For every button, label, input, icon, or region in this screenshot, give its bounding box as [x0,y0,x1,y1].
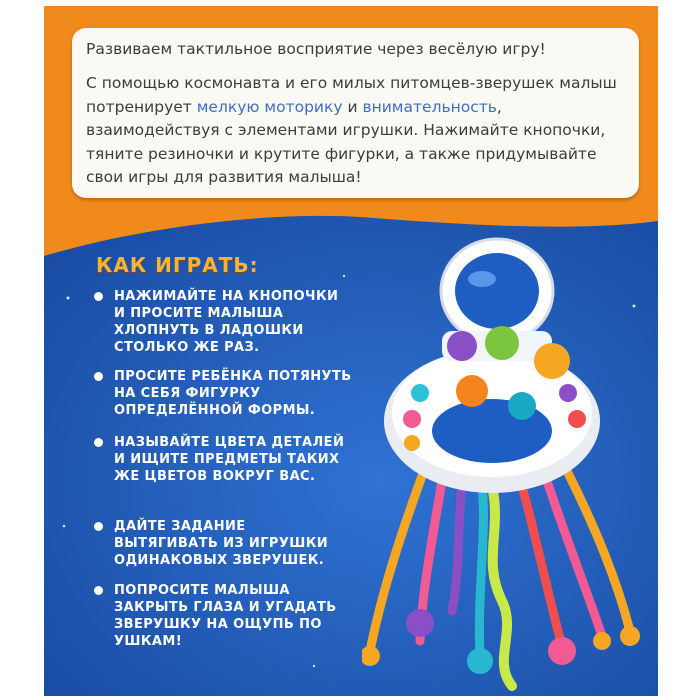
star-icon [63,525,66,528]
bullet-icon [94,586,103,595]
tip-text: НАЖИМАЙТЕ НА КНОПОЧКИ И ПРОСИТЕ МАЛЫША ХЛОПНУТЬ В ЛАДОШКИ СТОЛЬКО ЖЕ РАЗ. [114,289,339,355]
star-icon [67,297,70,300]
star-icon [343,275,345,277]
bullet-icon [94,372,103,381]
intro-text: , взаимодействуя с элементами игрушки. Нажимайте кнопочки, тяните резиночки и крутите фигурки, а также придумывайте свои игры для развития малыша! [86,97,606,186]
tip-text: ПРОСИТЕ РЕБЁНКА ПОТЯНУТЬ НА СЕБЯ ФИГУРКУ ОПРЕДЕЛЁННОЙ ФОРМЫ. [114,369,352,418]
bullet-icon [94,292,103,301]
intro-card [72,28,639,198]
intro-paragraph [86,72,631,190]
how-to-play-title: КАК ИГРАТЬ: [96,253,259,277]
tip-item [94,518,354,569]
highlight-fine-motor: мелкую моторику [196,97,343,116]
tip-item [94,288,354,356]
bullet-icon [94,522,103,531]
tip-text: ПОПРОСИТЕ МАЛЫША ЗАКРЫТЬ ГЛАЗА И УГАДАТЬ ЗВЕРУШКУ НА ОЩУПЬ ПО УШКАМ! [114,583,337,649]
tip-text: НАЗЫВАЙТЕ ЦВЕТА ДЕТАЛЕЙ И ИЩИТЕ ПРЕДМЕТЫ ТАКИХ ЖЕ ЦВЕТОВ ВОКРУГ ВАС. [114,435,345,484]
astronaut-toy-illustration [362,231,658,696]
intro-text: и [342,97,363,116]
tip-item [94,582,354,650]
tip-item [94,368,354,419]
intro-headline: Развиваем тактильное восприятие через весёлую игру! [86,40,546,58]
bullet-icon [94,438,103,447]
package-box [44,6,658,696]
star-icon [313,665,315,667]
tip-text: ДАЙТЕ ЗАДАНИЕ ВЫТЯГИВАТЬ ИЗ ИГРУШКИ ОДИНАКОВЫХ ЗВЕРУШЕК. [114,519,329,568]
tip-item [94,434,354,485]
highlight-attention: внимательность [362,97,497,116]
intro-text: С помощью космонавта и его милых питомцев-зверушек малыш потренирует [86,74,617,116]
